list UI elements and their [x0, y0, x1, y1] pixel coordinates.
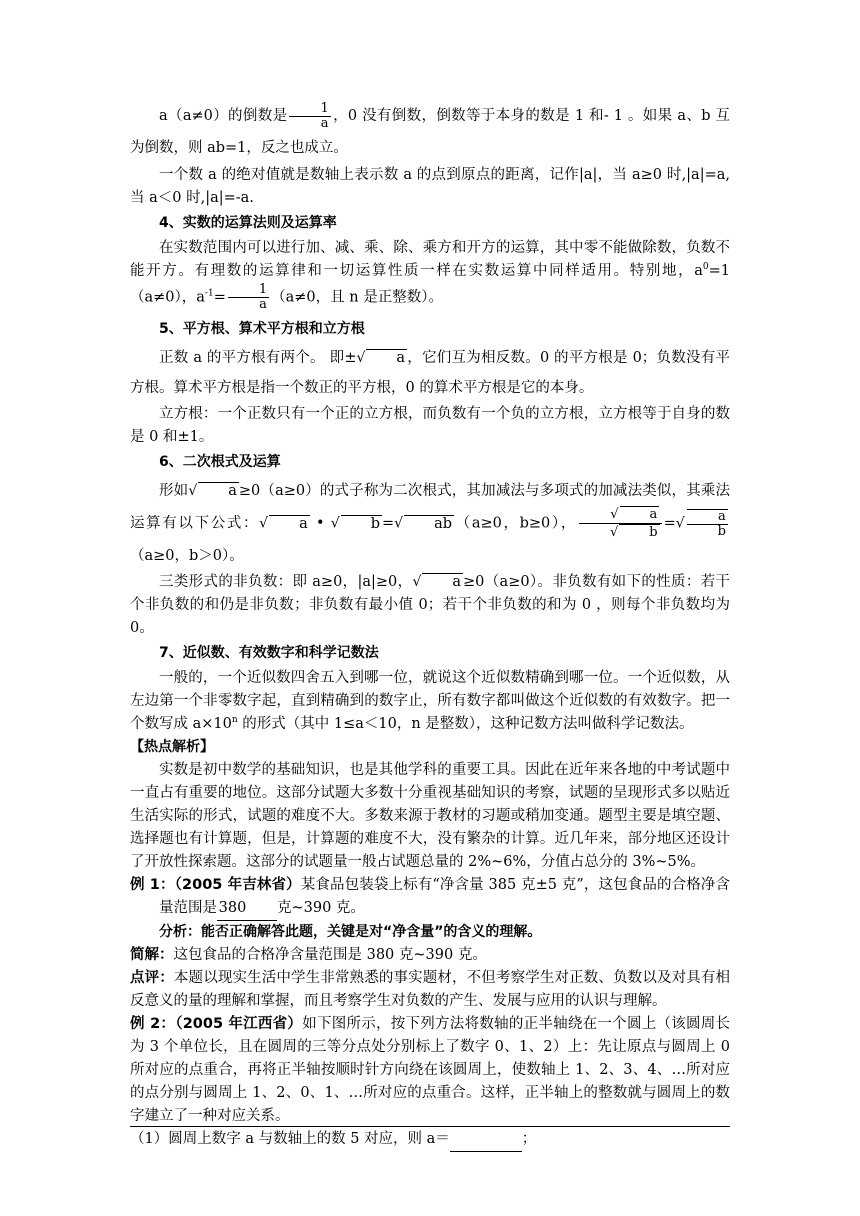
- example-label: 例 1：: [130, 877, 175, 893]
- text: （a≥0，b≥0），: [454, 515, 577, 532]
- numerator: a: [687, 510, 728, 525]
- text: 本题以现实生活中学生非常熟悉的事实题材，不但考察学生对正数、负数以及对具有相反意义的量的理解和掌握，而且考察学生对负数的产生、发展与应用的认识与理解。: [130, 970, 731, 1009]
- radicand: a: [620, 506, 660, 523]
- radicand: b: [341, 515, 382, 532]
- fraction: [289, 102, 330, 131]
- text: 三类形式的非负数：即 a≥0，|a|≥0，: [159, 574, 413, 590]
- superscript: 0: [702, 262, 709, 273]
- reciprocal-paragraph: [130, 100, 730, 164]
- cube-root-paragraph: 立方根：一个正数只有一个正的立方根，而负数有一个负的立方根，立方根等于自身的数是 0 和±1。: [130, 406, 730, 445]
- text: ≥0（a≥0）的式子称为二次根式，其加减法与多项式的加减法类似，其乘法运算有以下公式：: [130, 483, 730, 532]
- radical-sign: √: [675, 515, 685, 532]
- numerator: 1: [228, 283, 269, 298]
- nonnegative-paragraph: [130, 571, 730, 640]
- radical-sign: √: [394, 515, 404, 532]
- text: ；: [521, 1131, 537, 1147]
- example-label: 例 2：: [130, 1016, 176, 1032]
- text: 一般的，一个近似数四舍五入到哪一位，就说这个近似数精确到哪一位。一个近似数，从左边第一个非零数字起，直到精确到的数字止，所有数字都叫做这个近似数的有效数字。把一个数写成 a×10: [130, 670, 730, 732]
- solution-line: [130, 944, 730, 967]
- text: =: [382, 515, 395, 532]
- numerator: [579, 506, 662, 524]
- radical-sign: √: [188, 483, 198, 499]
- document-page: [130, 100, 730, 1152]
- text: （a≥0，b＞0）。: [130, 548, 244, 564]
- answer-blank: 380: [217, 897, 277, 921]
- text: ≥0（a≥0）。非负数有如下的性质：若干个非负数的和仍是非负数；非负数有最小值 0；若干个非负数的和为 0 ，则每个非负数均为 0。: [130, 574, 730, 636]
- text: 的形式（其中 1≤a＜10，n 是整数），这种记数方法叫做科学记数法。: [237, 716, 694, 732]
- denominator: a: [259, 297, 267, 312]
- solution-label: 简解：: [130, 947, 174, 963]
- text: a（a≠0）的倒数是: [159, 108, 288, 124]
- absolute-value-paragraph: 一个数 a 的绝对值就是数轴上表示数 a 的点到原点的距离，记作|a|，当 a≥0 时,|a|=a,当 a＜0 时,|a|=-a.: [130, 167, 730, 206]
- example-1: [130, 874, 730, 921]
- hot-analysis-paragraph: 实数是初中数学的基础知识，也是其他学科的重要工具。因此在近年来各地的中考试题中一直占有重要的地位。这部分试题大多数十分重视基础知识的考察，试题的呈现形式多以贴近生活实际的形式，试题的难度不大。多数来源于教材的习题或稍加变通。题型主要是填空题、选择题也有计算题，但是，计算题的难度不大，没有繁杂的计算。近几年来，部分地区还设计了开放性探索题。这部分的试题量一般占试题总量的 2%~6%，分值占总分的 3%~5%。: [130, 762, 730, 870]
- approximation-paragraph: [130, 667, 730, 736]
- fraction: [579, 506, 662, 541]
- example-source: （2005 年江西省）: [175, 1016, 303, 1032]
- example-source: （2005 年吉林省）: [174, 877, 301, 893]
- radicand: a: [269, 515, 310, 532]
- text: •: [309, 515, 331, 532]
- section-heading-5: 5、平方根、算术平方根和立方根: [159, 321, 365, 337]
- answer-blank: [450, 1128, 522, 1152]
- hot-analysis-heading: 【热点解析】: [130, 739, 214, 755]
- radicand: ab: [404, 515, 454, 532]
- fraction: [228, 283, 269, 312]
- superscript: -1: [204, 288, 214, 299]
- comment-paragraph: [130, 967, 730, 1013]
- radical-sign: √: [330, 515, 340, 532]
- denominator: [579, 524, 662, 541]
- comment-label: 点评：: [130, 970, 174, 986]
- question-1: [130, 1128, 730, 1152]
- text: 形如: [159, 483, 189, 499]
- footer-rule: [130, 1126, 730, 1127]
- fraction: [687, 509, 728, 539]
- radical-sign: √: [259, 515, 269, 532]
- text: 这包食品的合格净含量范围是 380 克~390 克。: [173, 947, 487, 963]
- text: 正数 a 的平方根有两个。 即±: [159, 350, 357, 366]
- example-2: [130, 1013, 730, 1128]
- square-root-paragraph: [130, 343, 730, 403]
- radicand: a: [422, 573, 463, 590]
- text: 某食品包装袋上标有“净含量 385 克±5 克”，这包食品的合格净含量范围是: [159, 877, 731, 916]
- radicand: a: [198, 482, 239, 499]
- denominator: a: [320, 115, 329, 131]
- text: 在实数范围内可以进行加、减、乘、除、乘方和开方的运算，其中零不能做除数，负数不能开方。有理数的运算律和一切运算性质一样在实数运算中同样适用。特别地，a: [130, 240, 730, 279]
- quadratic-radical-paragraph: [130, 476, 730, 571]
- text: ，它们互为相反数。0 的平方根是 0；负数没有平方根。算术平方根是指一个数正的平方根，0 的算术平方根是它的本身。: [130, 350, 731, 396]
- analysis-line: 分析：能否正确解答此题，关键是对“净含量”的含义的理解。: [159, 924, 542, 940]
- radical-sign: √: [356, 350, 366, 366]
- denominator: b: [717, 523, 726, 539]
- text: ，0 没有倒数，倒数等于本身的数是 1 和- 1 。如果 a、b 互为倒数，则 ab=1，反之也成立。: [130, 108, 731, 156]
- radicand: b: [619, 524, 659, 541]
- text: （1）圆周上数字 a 与数轴上的数 5 对应，则 a＝: [130, 1131, 450, 1147]
- radical-sign: √: [610, 507, 619, 522]
- radical-sign: √: [609, 525, 619, 540]
- numerator: 1: [289, 102, 330, 117]
- superscript: n: [231, 715, 238, 726]
- text: （a≠0，且 n 是正整数）。: [271, 289, 443, 306]
- section-heading-7: 7、近似数、有效数字和科学记数法: [159, 645, 379, 661]
- text: 克~390 克。: [277, 900, 365, 916]
- radicand: a: [366, 349, 407, 366]
- text: =: [213, 289, 226, 306]
- radical-sign: √: [412, 574, 422, 590]
- section-heading-4: 4、实数的运算法则及运算率: [159, 215, 337, 231]
- text: =: [663, 515, 676, 532]
- operations-paragraph: [130, 237, 730, 312]
- text: 如下图所示，按下列方法将数轴的正半轴绕在一个圆上（该圆周长为 3 个单位长，且在圆周的三等分点处分别标上了数字 0、1、2）上：先让原点与圆周上 0 所对应的点重合，再将正半轴按顺时针方向绕在该圆周上，使数轴上 1、2、3、4、…所对应的点分别与圆周上 1、2、0、1、…所对应的点重合。这样，正半轴上的整数就与圆周上的数字建立了一种对应关系。: [130, 1016, 731, 1124]
- section-heading-6: 6、二次根式及运算: [159, 454, 281, 470]
- text: =1（a≠0），a: [130, 263, 730, 306]
